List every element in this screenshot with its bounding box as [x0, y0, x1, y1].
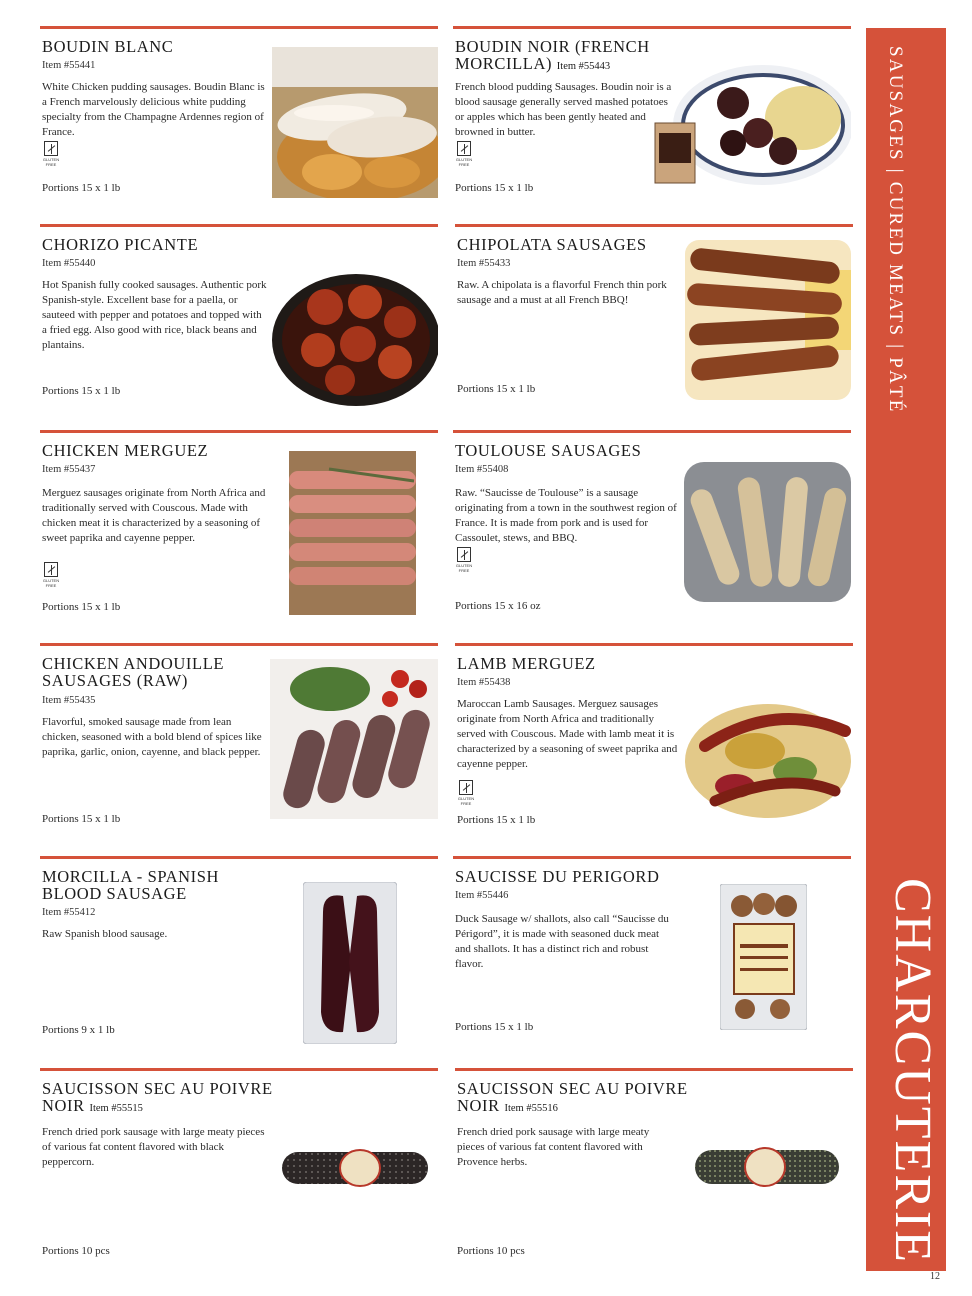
product-title: CHORIZO PICANTE [42, 235, 199, 254]
product-saucisson-poivre [40, 1068, 438, 1268]
product-description: Duck Sausage w/ shallots, also call “Saucisse du Périgord”, it is made with seasoned duck meat and shallots. It has a distinct rich and robust flavor. [455, 913, 669, 970]
product-title: CHICKEN ANDOUILLE SAUSAGES (RAW) [42, 654, 225, 690]
product-item-number: Item #55441 [42, 60, 96, 71]
product-photo-chorizo [270, 262, 438, 408]
product-title: CHIPOLATA SAUSAGES [457, 235, 647, 254]
product-title: CHICKEN MERGUEZ [42, 441, 209, 460]
product-title: SAUCISSE DU PERIGORD [455, 867, 660, 886]
product-title-text: SAUCISSON SEC AU POIVRE NOIR [42, 1079, 273, 1115]
product-portions: Portions 15 x 1 lb [42, 385, 121, 397]
product-portions: Portions 15 x 1 lb [42, 601, 121, 613]
product-portions: Portions 15 x 1 lb [457, 383, 536, 395]
product-portions: Portions 10 pcs [42, 1245, 110, 1257]
product-description: Flavorful, smoked sausage made from lean chicken, seasoned with a bold blend of spices like paprika, garlic, onion, cayenne, and black pepper. [42, 716, 262, 758]
product-item-number: Item #55438 [457, 677, 511, 688]
product-title [42, 1080, 282, 1117]
product-photo-toulouse [684, 462, 851, 602]
gluten-free-badge [455, 141, 473, 169]
product-portions: Portions 15 x 16 oz [455, 600, 541, 612]
page-number: 12 [930, 1271, 940, 1282]
product-boudin-blanc [40, 26, 438, 216]
section-sidebar [866, 28, 946, 1271]
product-description: Hot Spanish fully cooked sausages. Authentic pork Spanish-style. Excellent base for a paella, or sauteed with pepper and potatoes and topped with a fried egg. Also good with rice, black beans and plantains. [42, 279, 267, 351]
product-photo-chipolata [685, 240, 851, 400]
product-description: Merguez sausages originate from North Africa and traditionally served with Couscous. Made with chicken meat it is characterized by a seasoning of sweet paprika and cayenne pepper. [42, 487, 266, 544]
product-portions: Portions 15 x 1 lb [455, 1021, 534, 1033]
gluten-free-label: GLUTEN FREE [455, 563, 473, 573]
gluten-free-label: GLUTEN FREE [455, 157, 473, 167]
product-item-number: Item #55412 [42, 907, 96, 918]
product-item-number: Item #55516 [504, 1103, 558, 1114]
wheat-icon [457, 547, 471, 562]
wheat-icon [459, 780, 473, 795]
product-title: LAMB MERGUEZ [457, 654, 596, 673]
product-morcilla [40, 856, 438, 1056]
product-saucisse-perigord [453, 856, 851, 1056]
gluten-free-label: GLUTEN FREE [457, 796, 475, 806]
product-item-number: Item #55515 [89, 1103, 143, 1114]
product-chipolata [455, 224, 853, 424]
product-title [457, 1080, 697, 1117]
gluten-free-label: GLUTEN FREE [42, 157, 60, 167]
product-description: French dried pork sausage with large meaty pieces of various fat content flavored with Provence herbs. [457, 1126, 650, 1168]
product-chorizo-picante [40, 224, 438, 424]
product-description: Raw Spanish blood sausage. [42, 928, 168, 940]
product-item-number: Item #55433 [457, 258, 511, 269]
product-lamb-merguez [455, 643, 853, 848]
product-portions: Portions 15 x 1 lb [42, 182, 121, 194]
product-portions: Portions 9 x 1 lb [42, 1024, 115, 1036]
section-subtitle: SAUSAGES | CURED MEATS | PÂTÉ [885, 46, 906, 414]
gluten-free-badge [455, 547, 473, 575]
product-item-number: Item #55408 [455, 464, 509, 475]
product-photo-chicken-merguez [289, 451, 416, 615]
product-description: White Chicken pudding sausages. Boudin Blanc is a French marvelously delicious white pudding specialty from the Champagne Ardennes region of France. [42, 81, 265, 138]
product-description: French dried pork sausage with large meaty pieces of various fat content flavored with black peppercorn. [42, 1126, 265, 1168]
product-item-number: Item #55435 [42, 695, 96, 706]
product-item-number: Item #55437 [42, 464, 96, 475]
product-photo-saucisse-perigord [720, 884, 807, 1030]
product-toulouse [453, 430, 851, 640]
product-description: French blood pudding Sausages. Boudin noir is a blood sausage generally served mashed potatoes or apples which has been gently heated and browned in butter. [455, 81, 672, 138]
gluten-free-badge [42, 562, 60, 590]
product-title: MORCILLA - SPANISH BLOOD SAUSAGE [42, 867, 220, 903]
product-description: Maroccan Lamb Sausages. Merguez sausages originate from North Africa and traditionally served with Couscous. Made with lamb meat it is characterized by a seasoning of sweet paprika and cayenne pepper. [457, 698, 678, 770]
product-item-number: Item #55440 [42, 258, 96, 269]
gluten-free-badge [457, 780, 475, 808]
product-title: TOULOUSE SAUSAGES [455, 441, 642, 460]
product-portions: Portions 15 x 1 lb [42, 813, 121, 825]
product-description: Raw. A chipolata is a flavorful French thin pork sausage and a must at all French BBQ! [457, 279, 667, 306]
product-photo-saucisson-provence [693, 1144, 841, 1190]
product-item-number: Item #55446 [455, 890, 509, 901]
product-photo-chicken-andouille [270, 659, 438, 819]
product-photo-saucisson-poivre [280, 1146, 430, 1190]
product-photo-lamb-merguez [685, 691, 851, 818]
product-saucisson-provence [455, 1068, 853, 1268]
product-portions: Portions 10 pcs [457, 1245, 525, 1257]
wheat-icon [457, 141, 471, 156]
wheat-icon [44, 141, 58, 156]
product-description: Raw. “Saucisse de Toulouse” is a sausage originating from a town in the southwest region of France. It is made from pork and is used for Cassoulet, stews, and BBQ. [455, 487, 677, 544]
product-title-text: BOUDIN NOIR (FRENCH MORCILLA) [455, 37, 650, 73]
section-title: CHARCUTERIE [884, 878, 941, 1264]
product-item-number: Item #55443 [556, 61, 611, 72]
product-photo-morcilla [303, 882, 397, 1044]
product-portions: Portions 15 x 1 lb [457, 814, 536, 826]
product-portions: Portions 15 x 1 lb [455, 182, 534, 194]
product-boudin-noir [453, 26, 851, 216]
product-photo-boudin-blanc [272, 47, 438, 198]
product-photo-boudin-noir [653, 63, 851, 193]
gluten-free-badge [42, 141, 60, 169]
gluten-free-label: GLUTEN FREE [42, 578, 60, 588]
wheat-icon [44, 562, 58, 577]
product-chicken-merguez [40, 430, 438, 640]
product-title: BOUDIN BLANC [42, 37, 174, 56]
product-title-text: SAUCISSON SEC AU POIVRE NOIR [457, 1079, 688, 1115]
product-chicken-andouille [40, 643, 438, 848]
